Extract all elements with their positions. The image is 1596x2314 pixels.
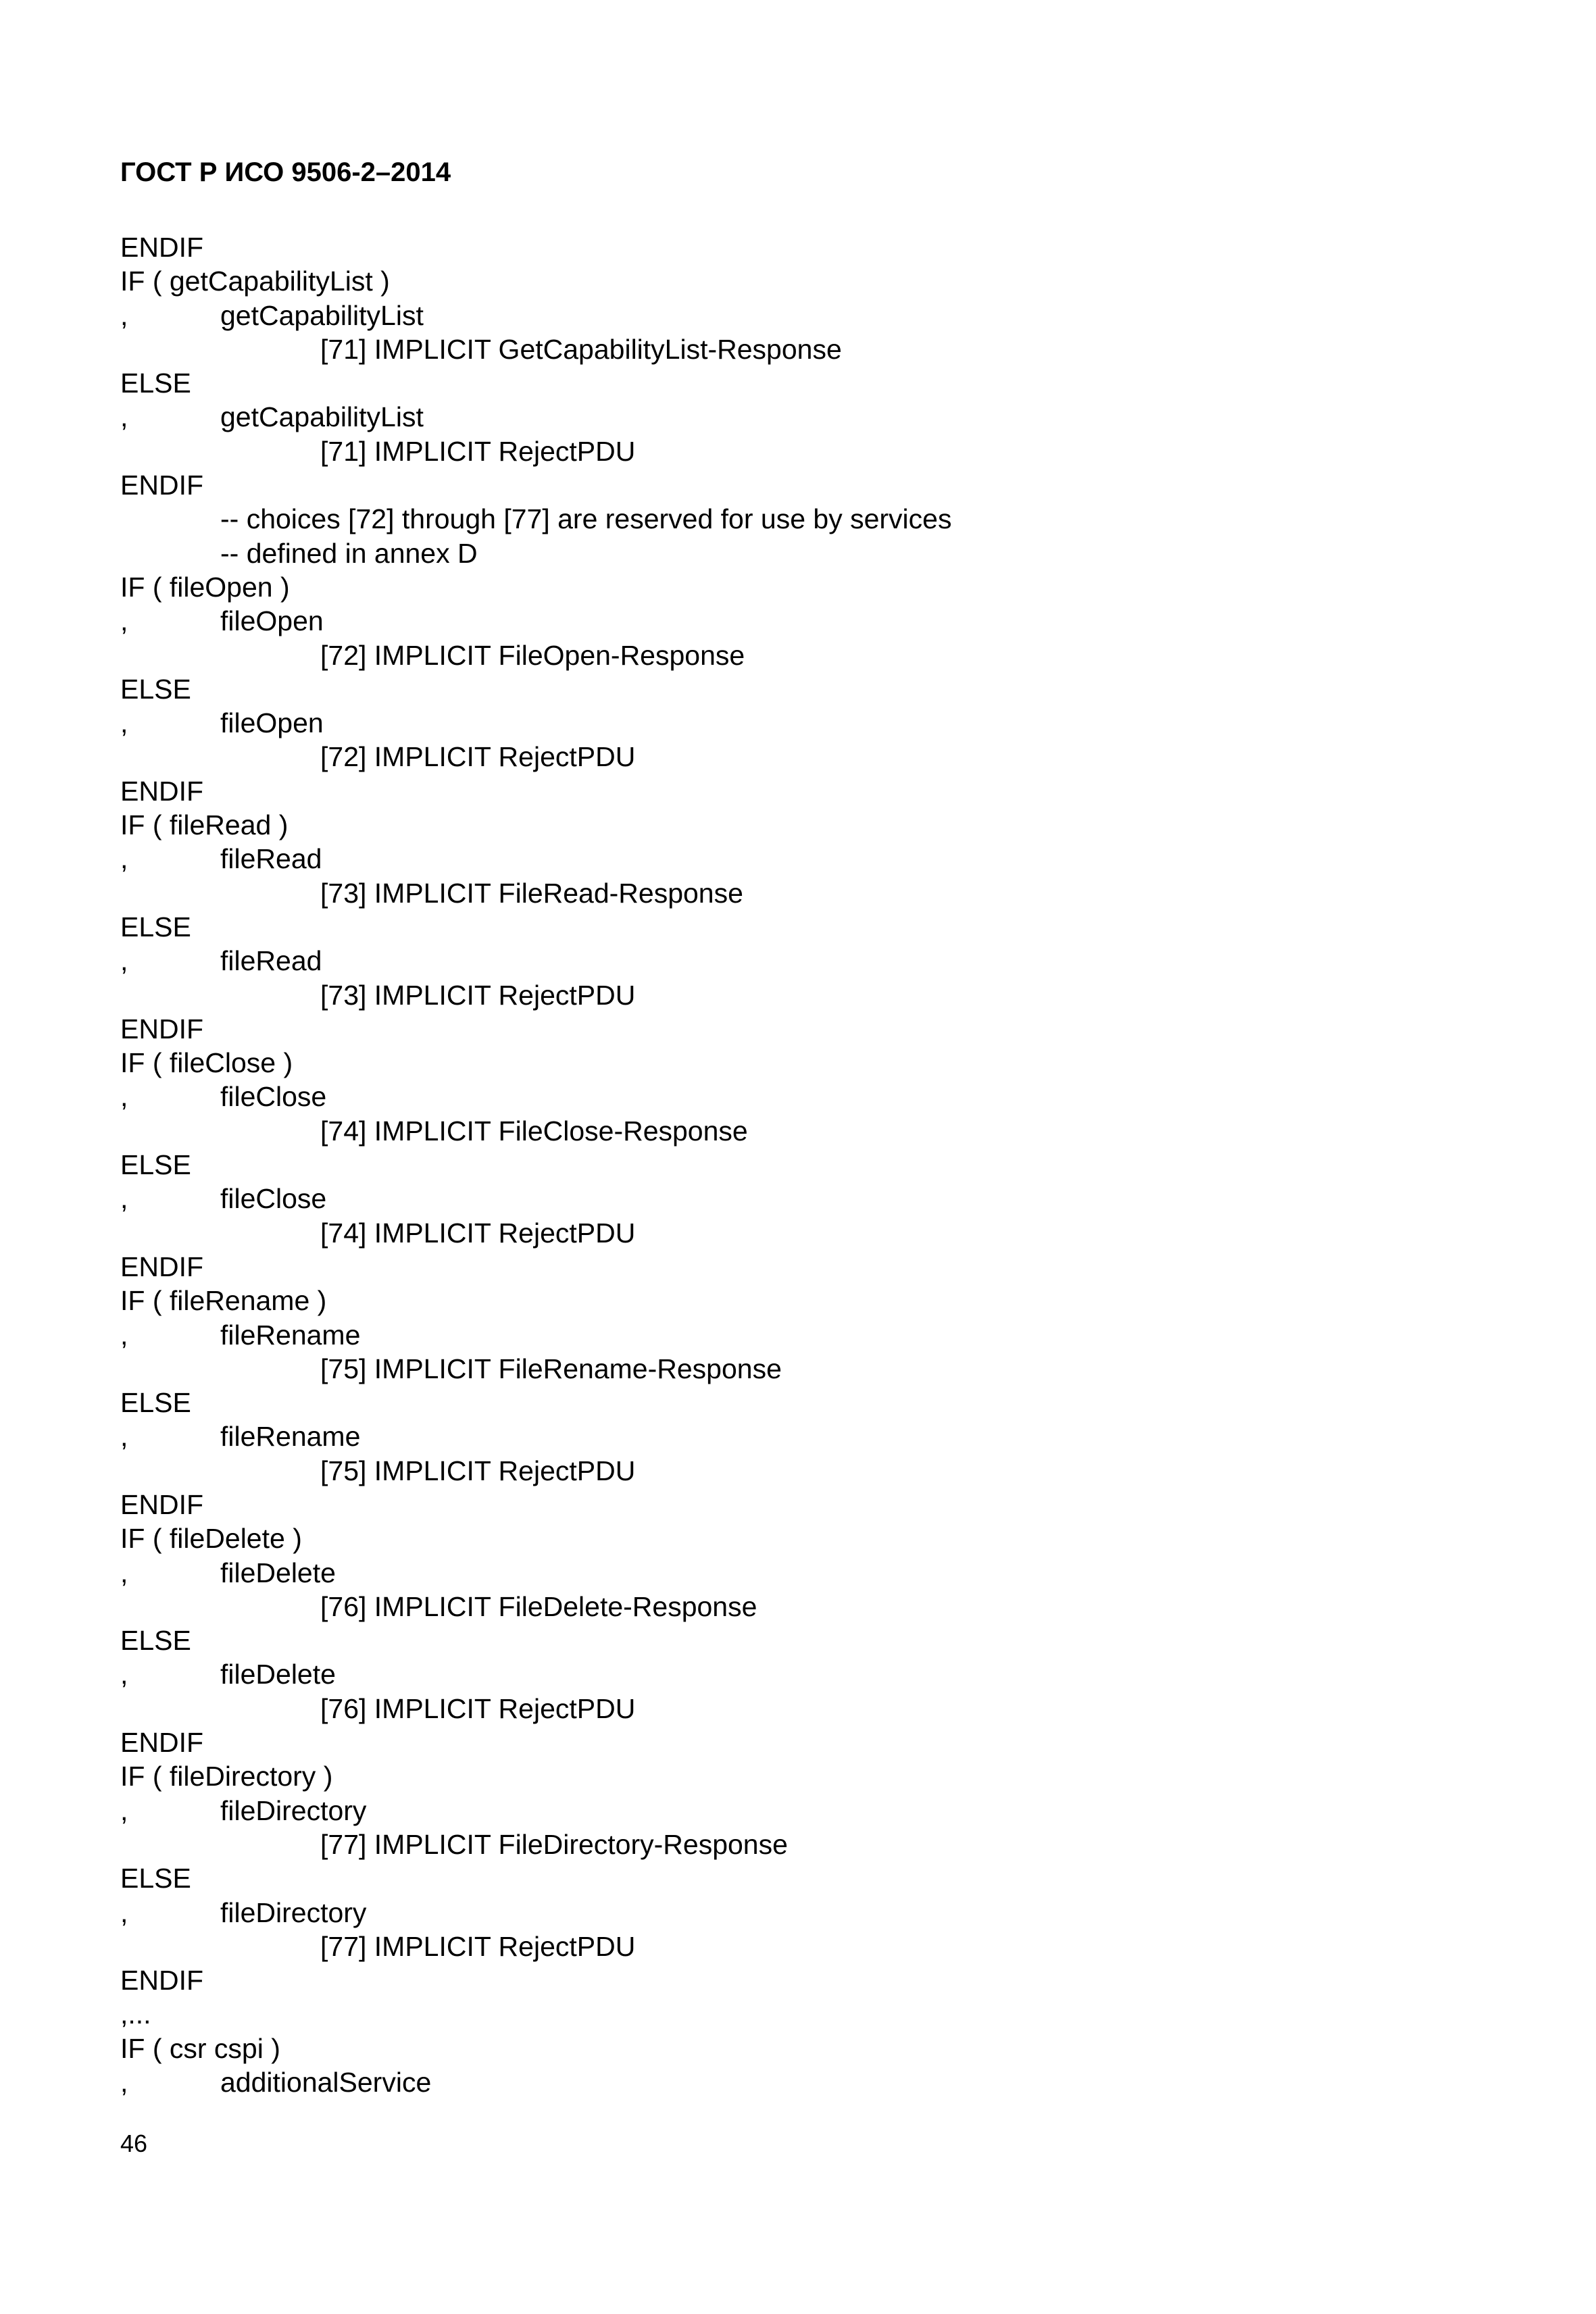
code-line xyxy=(120,264,1472,298)
code-line-text: [75] IMPLICIT RejectPDU xyxy=(320,1455,636,1486)
code-line xyxy=(120,1692,1472,1726)
code-line-text: [74] IMPLICIT RejectPDU xyxy=(320,1217,636,1249)
code-line-text: ENDIF xyxy=(120,1251,203,1282)
code-line xyxy=(120,366,1472,400)
code-line xyxy=(120,842,1472,876)
code-line-text: [76] IMPLICIT RejectPDU xyxy=(320,1692,636,1724)
code-line-text: IF ( fileDelete ) xyxy=(120,1523,302,1555)
code-line-text: [71] IMPLICIT GetCapabilityList-Response xyxy=(320,333,842,365)
code-line xyxy=(120,944,1472,978)
code-line-text: fileClose xyxy=(220,1183,327,1215)
code-line xyxy=(120,468,1472,502)
code-line xyxy=(120,1182,1472,1215)
code-line-text: ELSE xyxy=(120,1387,191,1419)
code-line xyxy=(120,1318,1472,1352)
code-line xyxy=(120,808,1472,842)
code-line xyxy=(120,332,1472,366)
code-line-text: fileDelete xyxy=(220,1557,336,1588)
code-line-text: ELSE xyxy=(120,1863,191,1894)
code-line-text: fileDelete xyxy=(220,1659,336,1690)
code-line-text: [77] IMPLICIT FileDirectory-Response xyxy=(320,1828,788,1860)
code-line-text: ELSE xyxy=(120,673,191,705)
code-line-text: IF ( fileOpen ) xyxy=(120,571,290,603)
code-line-text: ENDIF xyxy=(120,775,203,807)
code-line-separator: , xyxy=(120,1659,128,1690)
code-line-text: getCapabilityList xyxy=(220,401,424,433)
code-line-text: ENDIF xyxy=(120,1965,203,1996)
code-line-text: ELSE xyxy=(120,1625,191,1657)
code-line-text: -- choices [72] through [77] are reserved for use by services xyxy=(220,503,952,535)
code-line-text: IF ( getCapabilityList ) xyxy=(120,266,390,297)
code-line-text: fileDirectory xyxy=(220,1896,367,1928)
code-line-separator: , xyxy=(120,299,128,331)
code-line xyxy=(120,1148,1472,1182)
code-line-text: ENDIF xyxy=(120,232,203,263)
code-line-separator: , xyxy=(120,1896,128,1928)
code-line xyxy=(120,502,1472,536)
code-line-text: fileRead xyxy=(220,843,322,875)
code-line-text: IF ( fileDirectory ) xyxy=(120,1761,333,1792)
code-line xyxy=(120,1080,1472,1113)
code-line-text: -- defined in annex D xyxy=(220,537,478,569)
code-line xyxy=(120,1997,1472,2031)
code-line-text: ENDIF xyxy=(120,470,203,501)
code-line-separator: , xyxy=(120,1319,128,1351)
code-line xyxy=(120,774,1472,808)
code-line xyxy=(120,1861,1472,1895)
code-line xyxy=(120,1352,1472,1386)
code-line-text: [71] IMPLICIT RejectPDU xyxy=(320,435,636,467)
code-line-text: fileOpen xyxy=(220,707,324,739)
code-line-separator: , xyxy=(120,1183,128,1215)
code-line xyxy=(120,876,1472,910)
code-line xyxy=(120,910,1472,944)
code-line-separator: , xyxy=(120,1557,128,1588)
code-line-separator: , xyxy=(120,707,128,739)
code-line xyxy=(120,1624,1472,1657)
code-line xyxy=(120,1726,1472,1759)
code-line-text: ENDIF xyxy=(120,1488,203,1520)
code-line-text: fileRead xyxy=(220,945,322,977)
code-line xyxy=(120,434,1472,468)
code-line xyxy=(120,1216,1472,1250)
code-line xyxy=(120,1046,1472,1080)
code-line-separator: , xyxy=(120,1081,128,1113)
code-line xyxy=(120,536,1472,570)
code-line-text: [73] IMPLICIT RejectPDU xyxy=(320,979,636,1011)
code-line-text: [76] IMPLICIT FileDelete-Response xyxy=(320,1590,757,1622)
code-line xyxy=(120,1284,1472,1317)
code-line-text: ELSE xyxy=(120,368,191,399)
code-line xyxy=(120,230,1472,264)
code-line xyxy=(120,1794,1472,1828)
code-line-text: IF ( fileRead ) xyxy=(120,809,289,841)
code-line xyxy=(120,1114,1472,1148)
page-number: 46 xyxy=(120,2130,148,2157)
code-line-separator: , xyxy=(120,401,128,433)
code-line xyxy=(120,2032,1472,2065)
code-line xyxy=(120,1250,1472,1284)
page-header-standard-id: ГОСТ Р ИСО 9506-2–2014 xyxy=(120,157,451,187)
code-line-text: fileDirectory xyxy=(220,1794,367,1826)
code-line-text: ELSE xyxy=(120,1149,191,1181)
code-line-text: IF ( fileRename ) xyxy=(120,1285,327,1317)
code-line xyxy=(120,672,1472,706)
code-line-separator: , xyxy=(120,1794,128,1826)
code-line xyxy=(120,1657,1472,1691)
code-line-text: [73] IMPLICIT FileRead-Response xyxy=(320,877,743,909)
code-line xyxy=(120,299,1472,332)
code-line-text: ENDIF xyxy=(120,1013,203,1045)
code-line-text: [77] IMPLICIT RejectPDU xyxy=(320,1930,636,1962)
code-line-text: fileRename xyxy=(220,1421,361,1453)
code-line-text: [72] IMPLICIT FileOpen-Response xyxy=(320,639,745,671)
code-line xyxy=(120,1521,1472,1555)
code-line-separator: , xyxy=(120,1421,128,1453)
code-line-text: IF ( fileClose ) xyxy=(120,1047,293,1079)
code-line-text: ENDIF xyxy=(120,1727,203,1759)
code-line-text: additionalService xyxy=(220,2067,432,2098)
code-line-text: fileClose xyxy=(220,1081,327,1113)
asn1-code-listing xyxy=(120,230,1472,2099)
code-line xyxy=(120,1454,1472,1488)
code-line xyxy=(120,2065,1472,2099)
code-line-text: getCapabilityList xyxy=(220,299,424,331)
code-line xyxy=(120,604,1472,638)
code-line xyxy=(120,1488,1472,1521)
code-line xyxy=(120,1556,1472,1590)
code-line-text: fileOpen xyxy=(220,605,324,637)
code-line xyxy=(120,400,1472,434)
code-line-separator: , xyxy=(120,945,128,977)
code-line xyxy=(120,706,1472,740)
code-line-text: [72] IMPLICIT RejectPDU xyxy=(320,741,636,773)
code-line-separator: , xyxy=(120,843,128,875)
code-line-text: fileRename xyxy=(220,1319,361,1351)
code-line-separator: , xyxy=(120,605,128,637)
code-line xyxy=(120,1759,1472,1793)
code-line xyxy=(120,570,1472,604)
code-line-separator: , xyxy=(120,2067,128,2098)
code-line xyxy=(120,1590,1472,1624)
code-line-text: [74] IMPLICIT FileClose-Response xyxy=(320,1115,748,1147)
code-line-text: IF ( csr cspi ) xyxy=(120,2032,280,2064)
code-line xyxy=(120,740,1472,774)
code-line xyxy=(120,1419,1472,1453)
code-line xyxy=(120,978,1472,1012)
code-line xyxy=(120,1012,1472,1046)
code-line xyxy=(120,1896,1472,1930)
code-line xyxy=(120,1828,1472,1861)
code-line xyxy=(120,638,1472,672)
code-line-text: ELSE xyxy=(120,911,191,942)
code-line xyxy=(120,1963,1472,1997)
code-line xyxy=(120,1386,1472,1419)
code-line xyxy=(120,1930,1472,1963)
code-line-text: [75] IMPLICIT FileRename-Response xyxy=(320,1353,782,1384)
code-line-text: ,... xyxy=(120,1998,151,2030)
